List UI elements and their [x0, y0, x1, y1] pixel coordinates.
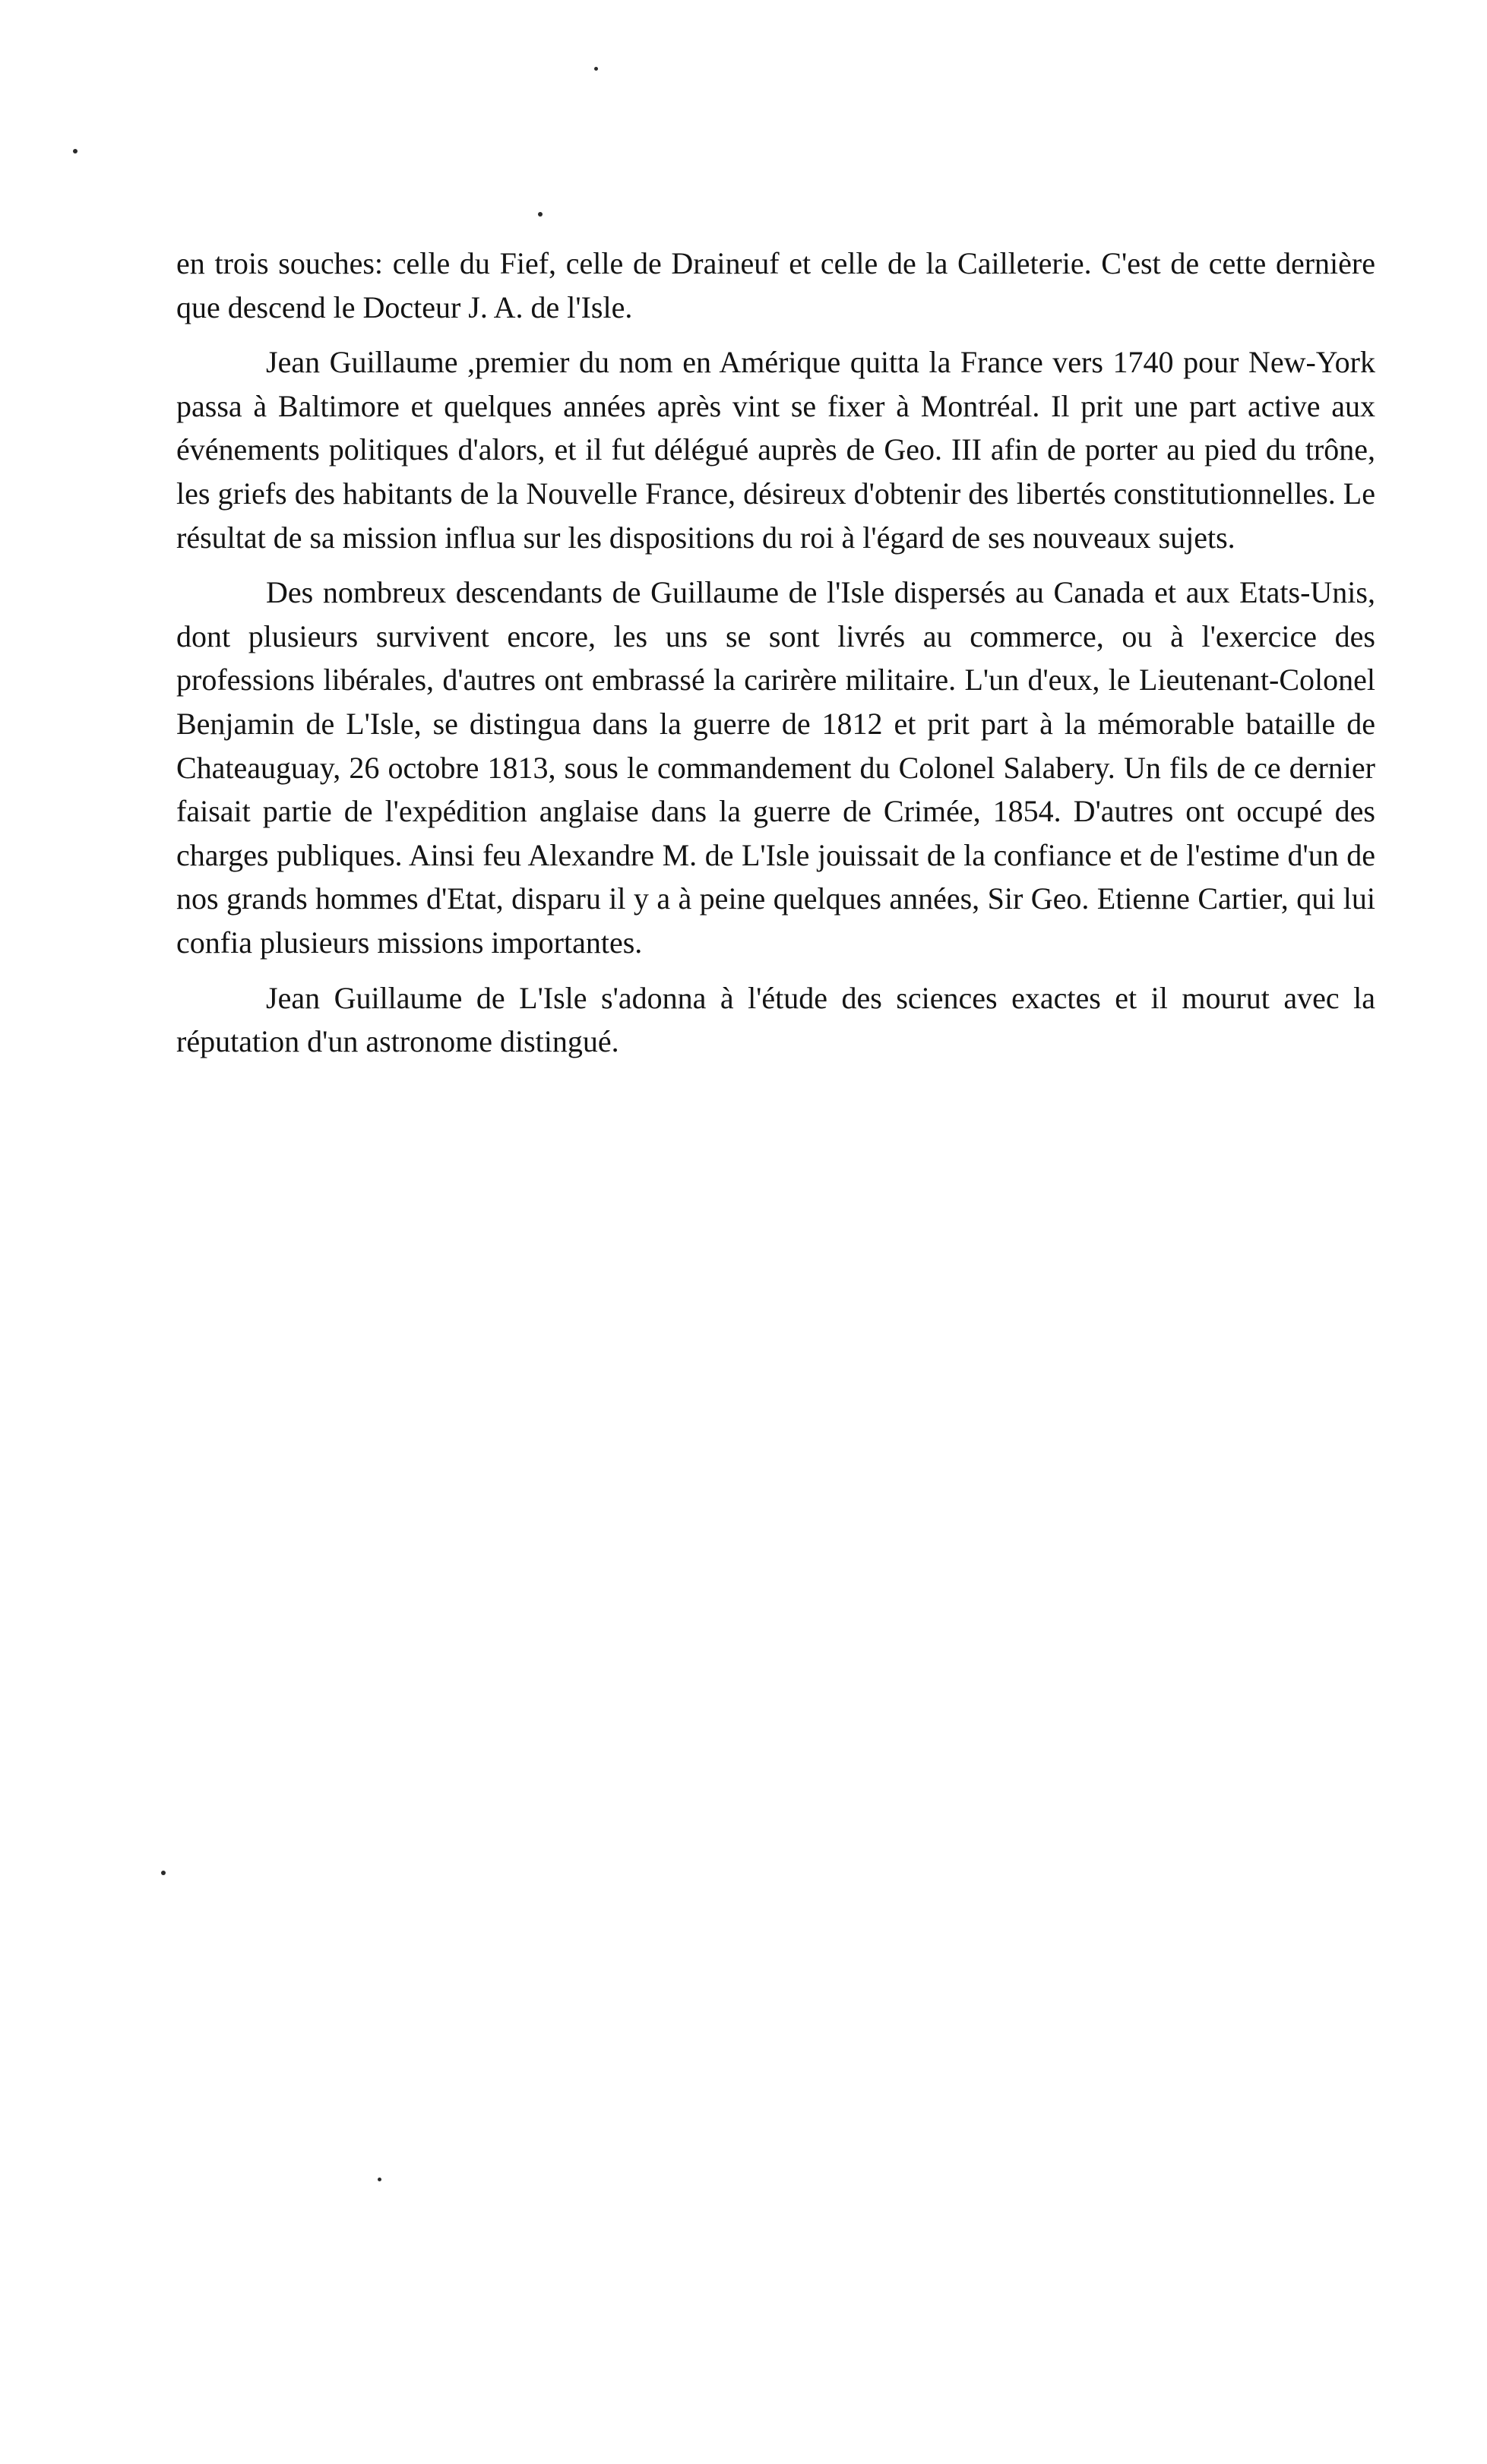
ink-speck	[538, 212, 543, 217]
ink-speck	[594, 67, 598, 71]
paragraph-jean-guillaume: Jean Guillaume ,premier du nom en Amérique quitta la France vers 1740 pour New-York passa à Baltimore et quelques années après vint se fixer à Montréal. Il prit une part active aux événements politiques d'alors, et il fut délégué auprès de Geo. III afin de porter au pied du trône, les griefs des habitants de la Nouvelle France, désireux d'obtenir des libertés constitutionnelles. Le résultat de sa mission influa sur les dispositions du roi à l'égard de ses nouveaux sujets.	[176, 345, 1375, 555]
paragraph-continuation: en trois souches: celle du Fief, celle de Draineuf et celle de la Cailleterie. C'est de cette dernière que descend le Docteur J. A. de l'Isle.	[176, 246, 1375, 324]
body-text	[176, 242, 1375, 1064]
ink-speck	[378, 2178, 381, 2181]
paragraph-descendants: Des nombreux descendants de Guillaume de l'Isle dispersés au Canada et aux Etats-Unis, dont plusieurs survivent encore, les uns se sont livrés au commerce, ou à l'exercice des professions libérales, d'autres ont embrassé la carirère militaire. L'un d'eux, le Lieutenant-Colonel Benjamin de L'Isle, se distingua dans la guerre de 1812 et prit part à la mémorable bataille de Chateauguay, 26 octobre 1813, sous le commandement du Colonel Salabery. Un fils de ce dernier faisait partie de l'expédition anglaise dans la guerre de Crimée, 1854. D'autres ont occupé des charges publiques. Ainsi feu Alexandre M. de L'Isle jouissait de la confiance et de l'estime d'un de nos grands hommes d'Etat, disparu il y a à peine quelques années, Sir Geo. Etienne Cartier, qui lui confia plusieurs missions importantes.	[176, 575, 1375, 960]
ink-speck	[73, 149, 78, 153]
ink-speck	[161, 1871, 166, 1875]
paragraph-astronome: Jean Guillaume de L'Isle s'adonna à l'étude des sciences exactes et il mourut avec la réputation d'un astronome distingué.	[176, 980, 1375, 1059]
